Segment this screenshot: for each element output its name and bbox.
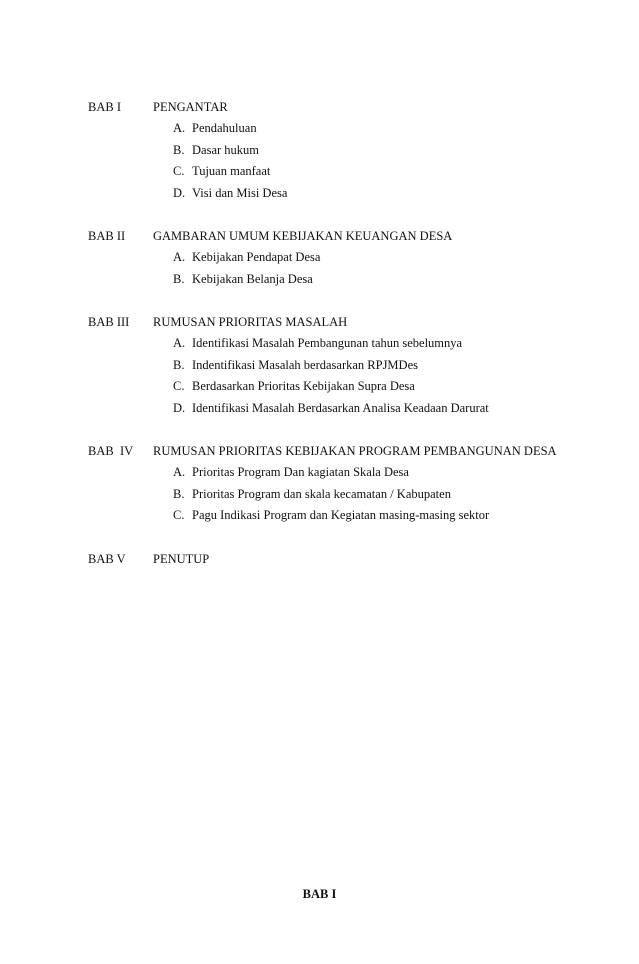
chapter-title: PENGANTAR — [153, 100, 228, 114]
chapter-heading — [88, 315, 608, 336]
list-item — [88, 164, 608, 186]
chapter-heading — [88, 552, 608, 573]
item-text: Pendahuluan — [192, 121, 257, 135]
item-text: Prioritas Program Dan kagiatan Skala Desa — [192, 465, 409, 479]
list-item — [88, 358, 608, 380]
chapter-5 — [88, 552, 608, 573]
item-text: Prioritas Program dan skala kecamatan / Kabupaten — [192, 486, 451, 501]
list-item — [88, 508, 608, 530]
chapter-3 — [88, 315, 608, 422]
list-item — [88, 336, 608, 358]
chapter-heading — [88, 444, 608, 465]
chapter-label: BAB III — [88, 315, 130, 329]
item-text: Dasar hukum — [192, 142, 259, 157]
item-letter: C. — [173, 508, 185, 522]
item-text: Visi dan Misi Desa — [192, 185, 288, 200]
list-item — [88, 143, 608, 165]
item-letter: A. — [173, 250, 186, 264]
item-letter: B. — [173, 271, 185, 286]
item-text: Berdasarkan Prioritas Kebijakan Supra Desa — [192, 379, 415, 393]
chapter-heading — [88, 100, 608, 121]
chapter-4 — [88, 444, 608, 530]
list-item — [88, 186, 608, 208]
item-letter: A. — [173, 465, 186, 479]
chapter-items — [88, 250, 608, 293]
page-heading-bottom: BAB I — [302, 887, 337, 901]
chapter-label: BAB V — [88, 551, 126, 566]
list-item — [88, 487, 608, 509]
list-item — [88, 465, 608, 487]
chapter-title: GAMBARAN UMUM KEBIJAKAN KEUANGAN DESA — [153, 229, 453, 243]
chapter-title: RUMUSAN PRIORITAS MASALAH — [153, 315, 348, 329]
item-text: Kebijakan Pendapat Desa — [192, 250, 321, 264]
chapter-1 — [88, 100, 608, 207]
item-text: Identifikasi Masalah Berdasarkan Analisa Keadaan Darurat — [192, 400, 489, 415]
item-text: Pagu Indikasi Program dan Kegiatan masing-masing sektor — [192, 508, 490, 522]
chapter-label: BAB IV — [88, 444, 134, 458]
chapter-items — [88, 336, 608, 422]
table-of-contents — [88, 100, 608, 595]
item-letter: D. — [173, 400, 186, 415]
item-letter: C. — [173, 379, 185, 393]
item-letter: D. — [173, 185, 186, 200]
list-item — [88, 401, 608, 423]
item-letter: C. — [173, 164, 185, 178]
list-item — [88, 379, 608, 401]
list-item — [88, 250, 608, 272]
chapter-heading — [88, 229, 608, 250]
chapter-label: BAB II — [88, 229, 126, 243]
item-text: Identifikasi Masalah Pembangunan tahun sebelumnya — [192, 336, 463, 350]
item-letter: B. — [173, 486, 185, 501]
chapter-2 — [88, 229, 608, 293]
item-text: Indentifikasi Masalah berdasarkan RPJMDes — [192, 357, 418, 372]
item-text: Kebijakan Belanja Desa — [192, 271, 313, 286]
item-text: Tujuan manfaat — [192, 164, 271, 178]
chapter-title: PENUTUP — [153, 551, 210, 566]
chapter-items — [88, 465, 608, 530]
item-letter: A. — [173, 121, 186, 135]
list-item — [88, 272, 608, 294]
chapter-label: BAB I — [88, 100, 121, 114]
item-letter: A. — [173, 336, 186, 350]
chapter-items — [88, 121, 608, 207]
list-item — [88, 121, 608, 143]
item-letter: B. — [173, 357, 185, 372]
chapter-title: RUMUSAN PRIORITAS KEBIJAKAN PROGRAM PEMBANGUNAN DESA — [153, 444, 557, 458]
item-letter: B. — [173, 142, 185, 157]
